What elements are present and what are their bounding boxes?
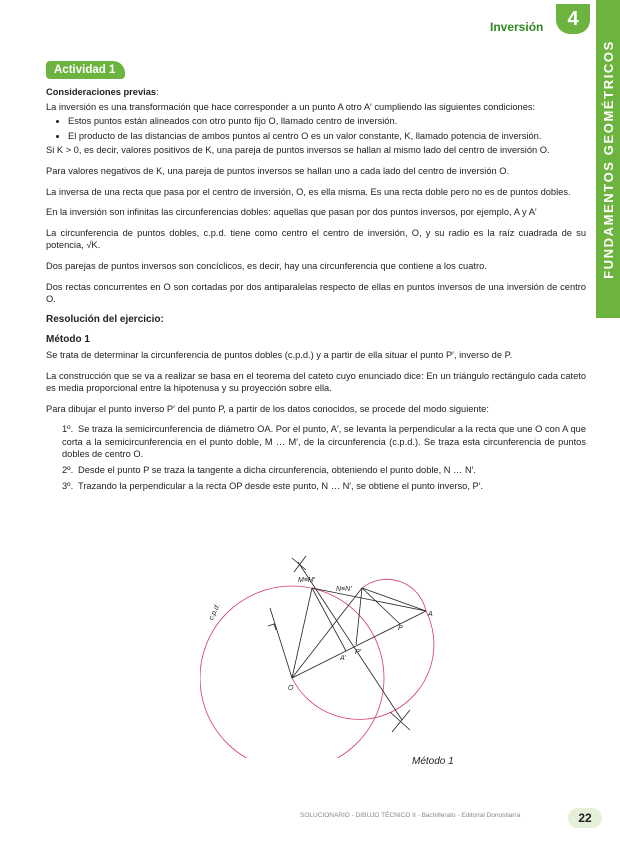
- label-MM: M≡M′: [298, 577, 316, 584]
- paragraph: En la inversión son infinitas las circunferencias dobles: aquellas que pasan por dos puntos inversos, por ejemplo, A y A′: [46, 207, 537, 218]
- content: [46, 86, 586, 495]
- line-M-A: [312, 588, 426, 611]
- paragraph: Para valores negativos de K, una pareja de puntos inversos se hallan uno a cada lado del centro de inversión O.: [46, 165, 510, 176]
- activity-badge: Actividad 1: [46, 61, 125, 79]
- resolution-heading: Resolución del ejercicio:: [46, 313, 164, 325]
- inversion-diagram: [200, 548, 460, 758]
- label-P-prime: P′: [355, 649, 361, 656]
- label-O: O: [288, 685, 294, 692]
- header-title: Inversión: [490, 20, 544, 34]
- side-label: [596, 0, 620, 318]
- cross-top-a: [292, 558, 306, 570]
- label-A-prime: A′: [340, 655, 346, 662]
- considerations-intro: La inversión es una transformación que hace corresponder a un punto A otro A′ cumpliendo las siguientes condiciones:: [46, 101, 536, 112]
- label-cpd: c.p.d.: [208, 602, 222, 622]
- paragraph: Se trata de determinar la circunferencia de puntos dobles (c.p.d.) y a partir de ella situar el punto P′, inverso de P.: [46, 349, 513, 360]
- footer-text: SOLUCIONARIO - DIBUJO TÉCNICO II - Bachillerato - Editorial Donostiarra: [300, 812, 521, 819]
- radius-line: [270, 608, 292, 678]
- arc-AN: [362, 579, 426, 611]
- label-P: P: [398, 625, 403, 632]
- line-O-A: [292, 611, 426, 678]
- page-number: 22: [568, 808, 602, 828]
- cross-bottom-a: [390, 712, 410, 730]
- list-item: • Estos puntos están alineados con otro punto fijo O, llamado centro de inversión.: [68, 115, 586, 128]
- method-heading: Método 1: [46, 334, 90, 346]
- diagram-caption: Método 1: [412, 756, 454, 767]
- label-NN: N≡N′: [336, 586, 352, 593]
- line-N-P: [362, 588, 400, 624]
- paragraph: Dos parejas de puntos inversos son concíclicos, es decir, hay una circunferencia que contiene a los cuatro.: [46, 260, 487, 271]
- step-item: 2º. Desde el punto P se traza la tangente a dicha circunferencia, obteniendo el punto doble, N … N′.: [62, 465, 476, 476]
- line-N-Pprime: [356, 588, 362, 645]
- cpd-circle: [200, 586, 384, 758]
- right-angle-mark: [268, 624, 276, 630]
- cross-bottom-b: [392, 710, 410, 732]
- paragraph: La construcción que se va a realizar se basa en el teorema del cateto cuyo enunciado dice: En un triángulo rectángulo cada cateto es media proporcional entre la hipotenusa y su proyección sobre ella.: [46, 370, 586, 394]
- line-O-N: [292, 588, 362, 678]
- label-A: A: [428, 611, 433, 618]
- cross-top-b: [294, 556, 306, 572]
- chapter-number: 4: [556, 4, 590, 34]
- semicircle-OA: [292, 611, 434, 719]
- considerations-heading: Consideraciones previas:: [46, 87, 159, 97]
- paragraph: La inversa de una recta que pasa por el centro de inversión, O, es ella misma. Es una recta doble pero no es de puntos dobles.: [46, 186, 571, 197]
- steps-list: [46, 423, 586, 492]
- line-M-Aprime: [312, 588, 346, 651]
- step-item: 3º. Trazando la perpendicular a la recta OP desde este punto, N … N′, se obtiene el punto inverso, P′.: [62, 480, 484, 491]
- list-item: • El producto de las distancias de ambos puntos al centro O es un valor constante, K, llamado potencia de inversión.: [68, 130, 586, 143]
- line-N-A: [362, 588, 426, 611]
- paragraph: Dos rectas concurrentes en O son cortadas por dos antiparalelas respecto de ellas en puntos inversos de una inversión de centro O.: [46, 281, 586, 305]
- paragraph: Para dibujar el punto inverso P′ del punto P, a partir de los datos conocidos, se procede del modo siguiente:: [46, 403, 489, 414]
- side-label-text: FUNDAMENTOS GEOMÉTRICOS: [600, 39, 616, 279]
- step-item: 1º. Se traza la semicircunferencia de diámetro OA. Por el punto, A′, se levanta la perpendicular a la recta que une O con A que corta a la semicircunferencia en el punto doble, M … M′, de la circunferencia (c.p.d.). Se traza esta circunferencia de puntos dobles de centro O.: [62, 424, 586, 460]
- considerations-list: [46, 115, 586, 142]
- paragraph: Si K > 0, es decir, valores positivos de K, una pareja de puntos inversos se hallan al mismo lado del centro de inversión O.: [46, 145, 550, 156]
- paragraph: La circunferencia de puntos dobles, c.p.d. tiene como centro el centro de inversión, O, y su radio es la raíz cuadrada de su potencia, √K.: [46, 227, 586, 251]
